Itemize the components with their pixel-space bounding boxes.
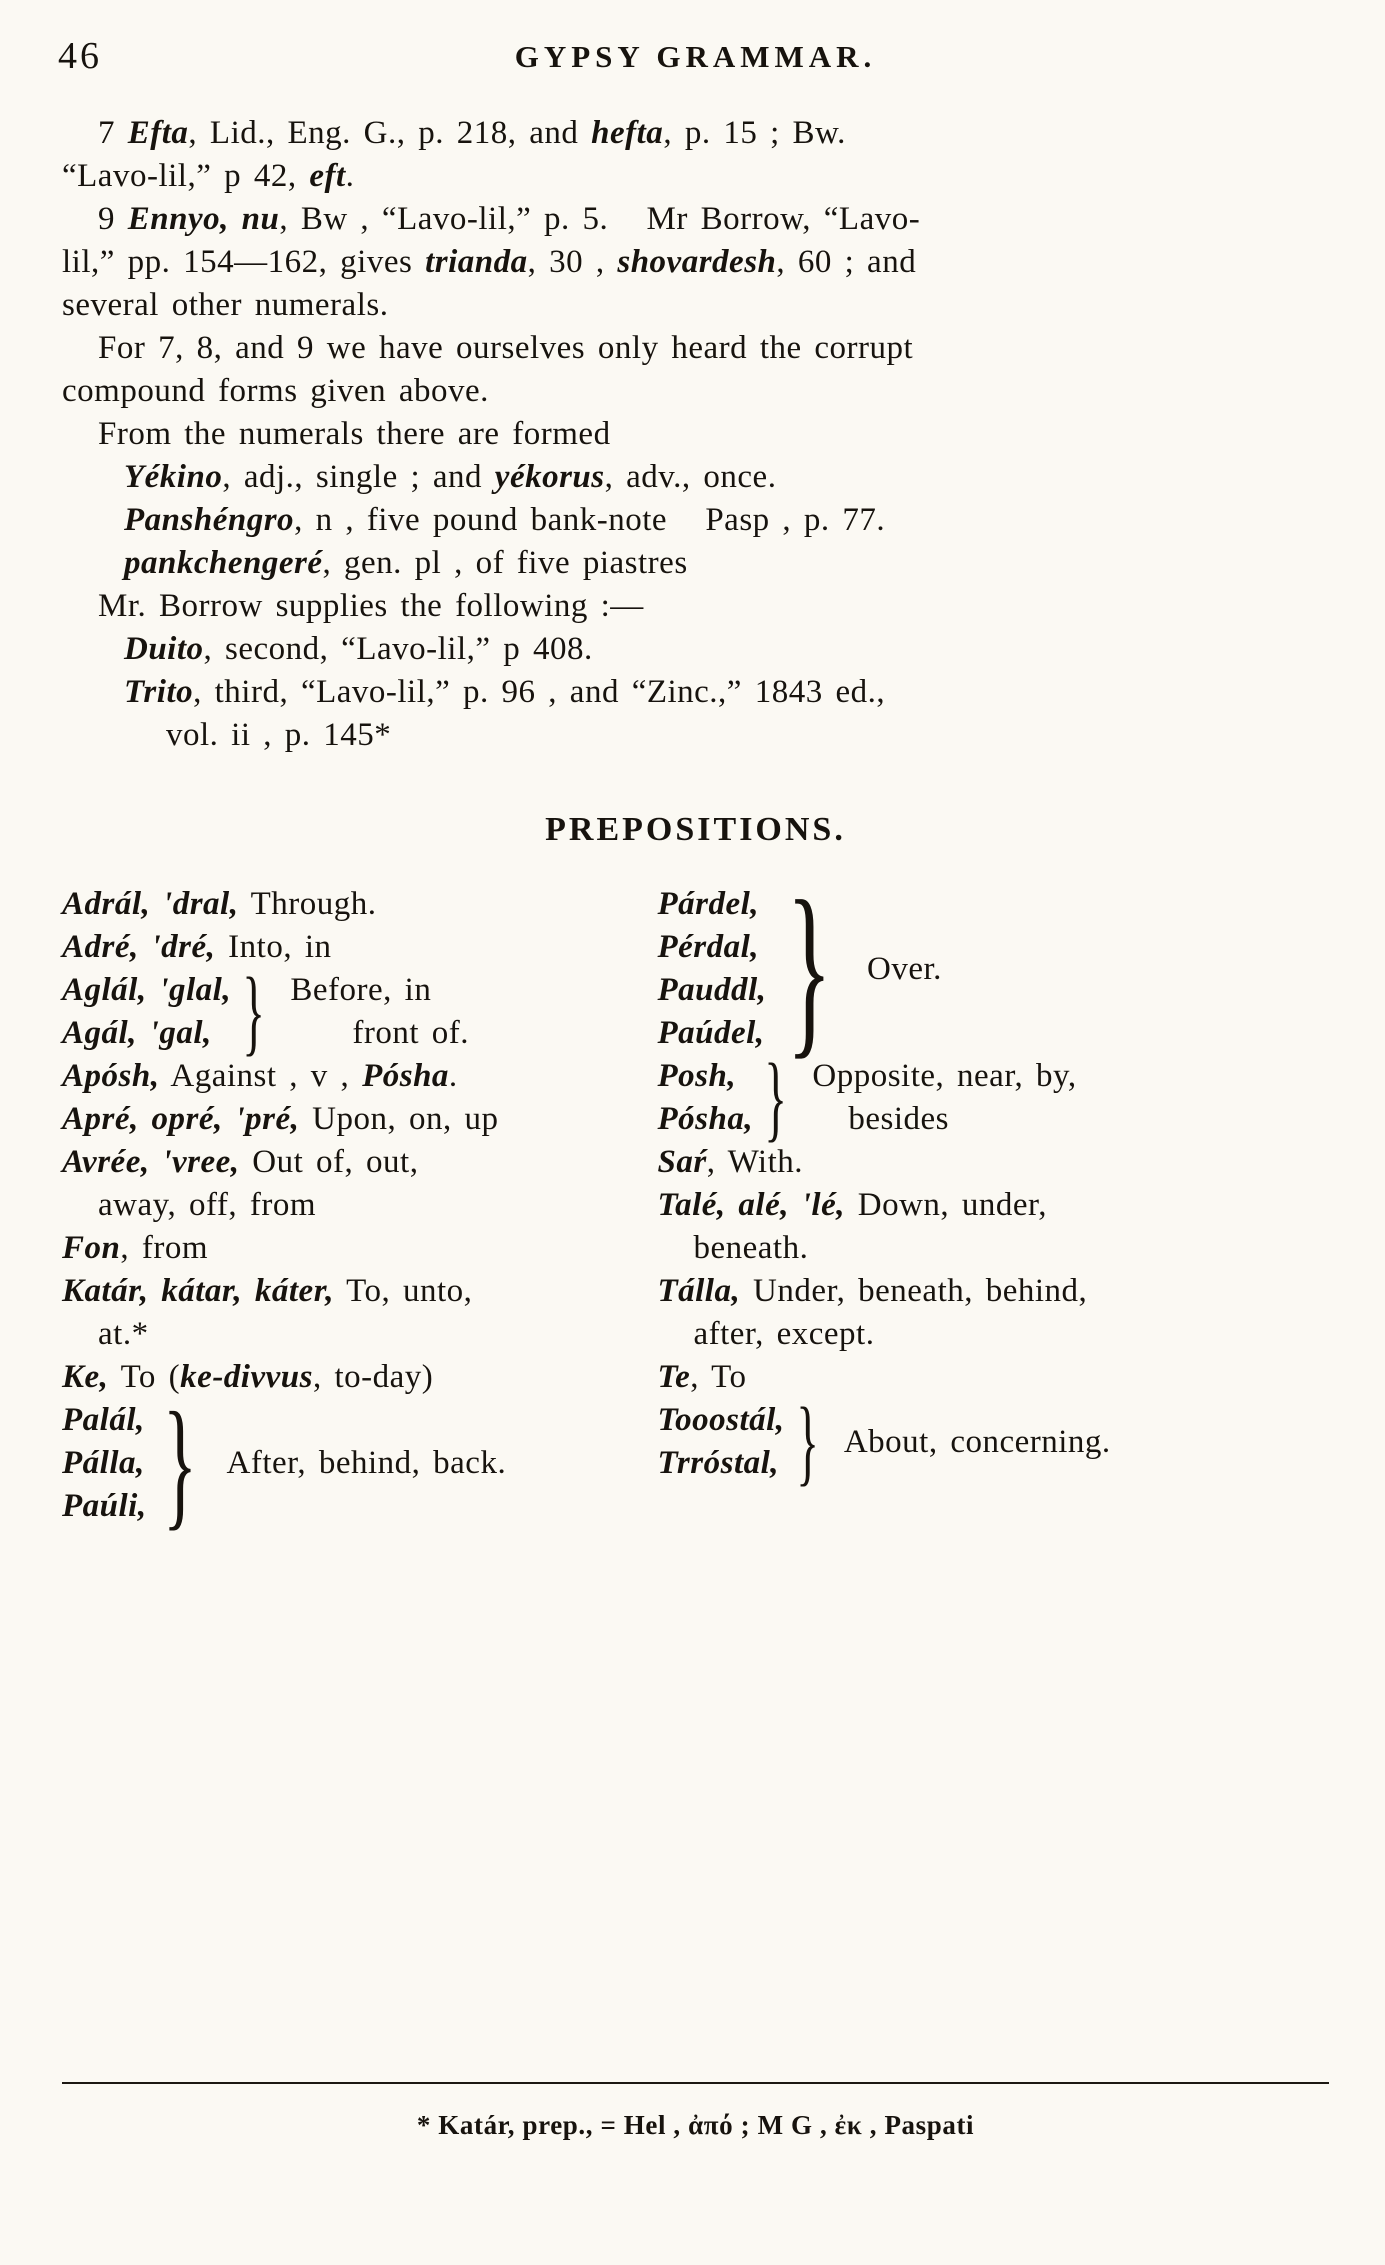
preposition-line	[657, 1270, 1329, 1313]
preposition-word-line	[657, 969, 766, 1012]
preposition-word-line	[657, 1098, 753, 1141]
paragraph	[62, 456, 1329, 585]
text-line	[62, 370, 1329, 413]
description-line	[844, 1421, 1111, 1464]
paragraph	[62, 112, 1329, 198]
description-line	[867, 948, 942, 991]
paragraph	[62, 628, 1329, 757]
italic-term: Duito	[124, 631, 204, 667]
text-run: after, except.	[693, 1316, 875, 1352]
text-run: lil,” pp. 154—162, gives	[62, 244, 426, 280]
italic-term: Pósha	[362, 1058, 449, 1094]
italic-term: Ennyo, nu	[127, 201, 280, 237]
italic-term: Te	[657, 1359, 691, 1395]
italic-term: Párdel,	[657, 886, 760, 922]
preposition-entry	[657, 1184, 1329, 1270]
text-line	[62, 284, 1329, 327]
preposition-line	[657, 1313, 1329, 1356]
italic-term: Pósha,	[657, 1101, 754, 1137]
text-run: , third, “Lavo-lil,” p. 96 , and “Zinc.,” 1843 ed.,	[193, 674, 886, 710]
italic-term: Trróstal,	[657, 1445, 780, 1481]
text-line	[62, 714, 1329, 757]
italic-term: Paúli,	[62, 1488, 147, 1524]
italic-term: eft	[309, 158, 346, 194]
text-run: , Bw , “Lavo-lil,” p. 5. Mr Borrow, “Lavo-	[279, 201, 921, 237]
text-run: , 60 ; and	[776, 244, 917, 280]
preposition-line	[657, 1227, 1329, 1270]
text-line	[62, 499, 1329, 542]
text-run: About, concerning.	[843, 1423, 1111, 1460]
footnote: * Katár, prep., = Hel , ἀπό ; M G , ἐκ , Paspati	[416, 2110, 975, 2140]
text-run: , adv., once.	[604, 459, 777, 495]
text-line	[62, 413, 1329, 456]
prepositions-section	[62, 862, 1329, 1543]
preposition-line	[62, 1184, 657, 1227]
italic-term: Pérdal,	[657, 929, 760, 965]
preposition-line	[657, 1141, 1329, 1184]
text-run: besides	[848, 1101, 950, 1137]
text-run: Down, under,	[844, 1187, 1047, 1223]
italic-term: Katár, kátar, káter,	[62, 1273, 334, 1309]
running-title: GYPSY GRAMMAR.	[514, 39, 877, 74]
brace-glyph: }	[795, 1387, 819, 1496]
preposition-word-line	[62, 1485, 147, 1528]
paragraph	[62, 585, 1329, 628]
preposition-entry	[657, 1356, 1329, 1399]
preposition-entry	[62, 1141, 657, 1227]
text-run: , gen. pl , of five piastres	[322, 545, 688, 581]
preposition-words	[657, 1399, 784, 1485]
preposition-word-line	[62, 969, 231, 1012]
preposition-entry	[657, 1141, 1329, 1184]
text-run: front of.	[352, 1015, 470, 1051]
text-run: , adj., single ; and	[222, 459, 495, 495]
text-run: To (	[108, 1359, 181, 1395]
description-line	[227, 1442, 507, 1485]
italic-term: Posh,	[657, 1058, 737, 1094]
preposition-line	[657, 1184, 1329, 1227]
prepositions-left-column	[62, 883, 657, 1543]
preposition-word-line	[62, 1012, 231, 1055]
text-run: Opposite, near, by,	[812, 1058, 1077, 1094]
text-run: at.*	[98, 1316, 149, 1352]
italic-term: shovardesh	[617, 244, 777, 280]
text-run: Under, beneath, behind,	[740, 1273, 1088, 1309]
paragraph	[62, 198, 1329, 327]
text-run: compound forms given above.	[62, 373, 489, 409]
text-run: .	[345, 158, 355, 194]
preposition-word-line	[62, 1442, 147, 1485]
italic-term: ke-divvus	[180, 1359, 313, 1395]
text-run: Upon, on, up	[299, 1101, 499, 1137]
page-number: 46	[58, 35, 102, 77]
text-run: 9	[98, 201, 128, 237]
footnote-rule	[62, 2082, 1329, 2084]
preposition-description	[844, 1421, 1111, 1464]
preposition-entry	[62, 1098, 657, 1141]
brace-glyph: }	[786, 862, 833, 1076]
text-run: , to-day)	[312, 1359, 434, 1395]
text-line	[62, 671, 1329, 714]
preposition-brace-group	[62, 1382, 657, 1543]
preposition-word-line	[657, 1442, 784, 1485]
text-run: , n , five pound bank-note Pasp , p. 77.	[294, 502, 886, 538]
italic-term: hefta	[591, 115, 664, 151]
text-run: Over.	[866, 950, 942, 987]
preposition-entry	[62, 926, 657, 969]
preposition-words	[62, 969, 231, 1055]
preposition-line	[62, 883, 657, 926]
preposition-word-line	[657, 926, 766, 969]
text-run: After, behind, back.	[226, 1445, 507, 1481]
numerals-section	[62, 112, 1329, 757]
text-run: Out of, out,	[239, 1144, 419, 1180]
preposition-line	[62, 1098, 657, 1141]
text-run: away, off, from	[98, 1187, 317, 1223]
preposition-description	[812, 1055, 1076, 1141]
preposition-word-line	[657, 1399, 784, 1442]
preposition-line	[62, 926, 657, 969]
preposition-entry	[62, 1055, 657, 1098]
text-run: , second, “Lavo-lil,” p 408.	[203, 631, 593, 667]
text-run: .	[448, 1058, 458, 1094]
italic-term: Avrée, 'vree,	[62, 1144, 240, 1180]
italic-term: Saŕ	[657, 1144, 707, 1180]
italic-term: Panshéngro	[124, 502, 295, 538]
text-run: “Lavo-lil,” p 42,	[62, 158, 310, 194]
preposition-line	[62, 1356, 657, 1399]
preposition-word-line	[657, 1055, 753, 1098]
preposition-entry	[62, 1270, 657, 1356]
text-run: , p. 15 ; Bw.	[663, 115, 846, 151]
text-run: Into, in	[215, 929, 332, 965]
text-run: several other numerals.	[62, 287, 389, 323]
text-run: Mr. Borrow supplies the following :—	[98, 588, 644, 624]
text-run: To, unto,	[333, 1273, 473, 1309]
text-run: , To	[690, 1359, 747, 1395]
preposition-line	[657, 1356, 1329, 1399]
preposition-word-line	[657, 883, 766, 926]
text-run: , from	[120, 1230, 209, 1266]
preposition-description	[290, 969, 469, 1055]
italic-term: Apré, opré, 'pré,	[62, 1101, 300, 1137]
italic-term: Agál, 'gal,	[62, 1015, 212, 1051]
italic-term: Pálla,	[62, 1445, 145, 1481]
description-line	[812, 1098, 1076, 1141]
preposition-words	[62, 1399, 147, 1528]
text-line	[62, 542, 1329, 585]
text-run: beneath.	[693, 1230, 809, 1266]
paragraph	[62, 413, 1329, 456]
preposition-entry	[62, 1227, 657, 1270]
text-run: , Lid., Eng. G., p. 218, and	[188, 115, 592, 151]
italic-term: Palál,	[62, 1402, 145, 1438]
preposition-entry	[657, 1270, 1329, 1356]
italic-term: Ke,	[62, 1359, 109, 1395]
text-line	[62, 112, 1329, 155]
italic-term: Adrál, 'dral,	[62, 886, 239, 922]
preposition-description	[227, 1442, 507, 1485]
preposition-line	[62, 1227, 657, 1270]
preposition-line	[62, 1141, 657, 1184]
preposition-brace-group	[657, 1387, 1329, 1496]
text-run: Before, in	[290, 972, 432, 1008]
italic-term: Tálla,	[657, 1273, 741, 1309]
italic-term: Efta	[127, 115, 189, 151]
italic-term: Pauddl,	[657, 972, 767, 1008]
italic-term: Adré, 'dré,	[62, 929, 216, 965]
italic-term: Apósh,	[62, 1058, 160, 1094]
brace-glyph: }	[764, 1043, 788, 1152]
italic-term: Aglál, 'glal,	[62, 972, 232, 1008]
text-run: , With.	[706, 1144, 804, 1180]
italic-term: Fon	[62, 1230, 121, 1266]
text-run: vol. ii , p. 145*	[166, 717, 392, 753]
preposition-words	[657, 1055, 753, 1141]
text-run: From the numerals there are formed	[98, 416, 611, 452]
preposition-entry	[62, 1356, 657, 1399]
preposition-words	[657, 883, 766, 1055]
italic-term: Yékino	[124, 459, 223, 495]
italic-term: Talé, alé, 'lé,	[657, 1187, 845, 1223]
text-run: 7	[98, 115, 128, 151]
preposition-word-line	[62, 1399, 147, 1442]
prepositions-heading: PREPOSITIONS.	[545, 811, 846, 848]
paragraph	[62, 327, 1329, 413]
preposition-line	[62, 1270, 657, 1313]
italic-term: trianda	[425, 244, 528, 280]
text-line	[62, 628, 1329, 671]
brace-glyph: }	[242, 957, 266, 1066]
description-line	[812, 1055, 1076, 1098]
preposition-brace-group	[657, 1043, 1329, 1152]
brace-glyph: }	[162, 1382, 197, 1543]
text-line	[62, 327, 1329, 370]
text-line	[62, 198, 1329, 241]
preposition-line	[62, 1313, 657, 1356]
text-run: For 7, 8, and 9 we have ourselves only heard the corrupt	[98, 330, 914, 366]
italic-term: Trito	[124, 674, 194, 710]
description-line	[290, 969, 469, 1012]
italic-term: Paúdel,	[657, 1015, 765, 1051]
footnote-block	[62, 2082, 1329, 2141]
italic-term: Tooostál,	[657, 1402, 785, 1438]
prepositions-right-column	[657, 862, 1329, 1496]
text-line	[62, 155, 1329, 198]
preposition-brace-group	[62, 957, 657, 1066]
text-run: Through.	[238, 886, 377, 922]
page-header	[58, 30, 1329, 88]
preposition-entry	[62, 883, 657, 926]
preposition-line	[62, 1055, 657, 1098]
text-line	[62, 241, 1329, 284]
italic-term: pankchengeré	[124, 545, 323, 581]
description-line	[290, 1012, 469, 1055]
text-line	[62, 456, 1329, 499]
italic-term: yékorus	[494, 459, 605, 495]
text-line	[62, 585, 1329, 628]
preposition-word-line	[657, 1012, 766, 1055]
preposition-description	[867, 948, 942, 991]
text-run: Against , v ,	[159, 1058, 363, 1094]
text-run: , 30 ,	[527, 244, 618, 280]
